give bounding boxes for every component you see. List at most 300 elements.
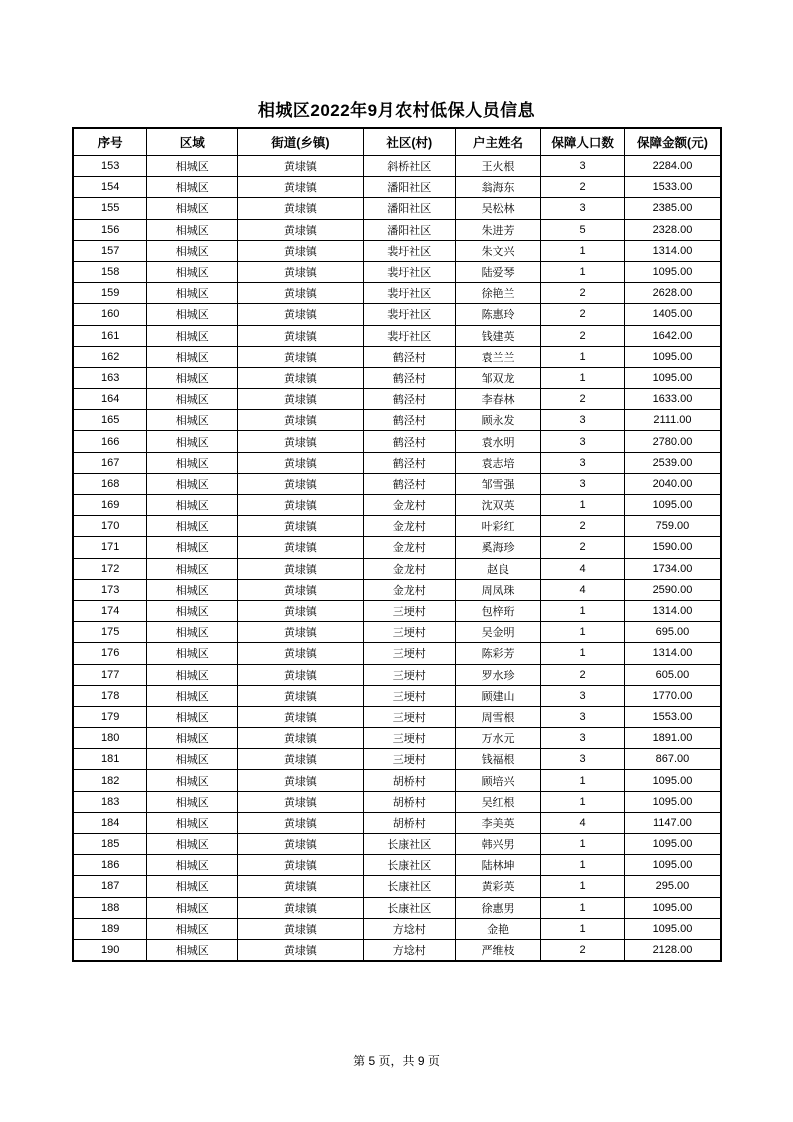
table-row (73, 834, 721, 855)
cell-community: 三埂村 (363, 643, 455, 664)
table-row (73, 939, 721, 961)
cell-amount: 1095.00 (624, 791, 721, 812)
cell-district: 相城区 (147, 261, 238, 282)
cell-community: 长康社区 (363, 855, 455, 876)
cell-district: 相城区 (147, 452, 238, 473)
cell-householder: 袁兰兰 (455, 346, 541, 367)
cell-population: 1 (541, 834, 625, 855)
cell-district: 相城区 (147, 410, 238, 431)
cell-amount: 695.00 (624, 622, 721, 643)
cell-amount: 1095.00 (624, 367, 721, 388)
cell-index: 164 (73, 389, 147, 410)
cell-amount: 1147.00 (624, 812, 721, 833)
cell-householder: 韩兴男 (455, 834, 541, 855)
cell-index: 165 (73, 410, 147, 431)
cell-community: 胡桥村 (363, 812, 455, 833)
cell-community: 鹤泾村 (363, 473, 455, 494)
table-row (73, 685, 721, 706)
cell-index: 175 (73, 622, 147, 643)
table-row (73, 219, 721, 240)
table-row (73, 261, 721, 282)
cell-amount: 1095.00 (624, 918, 721, 939)
cell-township: 黄埭镇 (238, 791, 364, 812)
cell-community: 裴圩社区 (363, 261, 455, 282)
cell-population: 4 (541, 558, 625, 579)
cell-population: 2 (541, 939, 625, 961)
cell-amount: 2284.00 (624, 156, 721, 177)
table-row (73, 812, 721, 833)
cell-population: 3 (541, 473, 625, 494)
cell-index: 179 (73, 706, 147, 727)
cell-index: 157 (73, 240, 147, 261)
table-row (73, 304, 721, 325)
table-row (73, 600, 721, 621)
cell-amount: 1770.00 (624, 685, 721, 706)
cell-community: 鹤泾村 (363, 410, 455, 431)
cell-community: 三埂村 (363, 622, 455, 643)
cell-index: 172 (73, 558, 147, 579)
cell-population: 2 (541, 537, 625, 558)
cell-householder: 严维枝 (455, 939, 541, 961)
cell-amount: 1095.00 (624, 261, 721, 282)
cell-population: 1 (541, 600, 625, 621)
table-row (73, 537, 721, 558)
cell-householder: 沈双英 (455, 495, 541, 516)
table-row (73, 579, 721, 600)
cell-amount: 2128.00 (624, 939, 721, 961)
header-cell-township: 街道(乡镇) (238, 128, 364, 156)
cell-township: 黄埭镇 (238, 198, 364, 219)
cell-township: 黄埭镇 (238, 579, 364, 600)
cell-township: 黄埭镇 (238, 410, 364, 431)
cell-householder: 陆爱琴 (455, 261, 541, 282)
cell-district: 相城区 (147, 855, 238, 876)
table-body (73, 156, 721, 962)
cell-amount: 1095.00 (624, 495, 721, 516)
cell-householder: 顾永发 (455, 410, 541, 431)
header-cell-district: 区域 (147, 128, 238, 156)
cell-township: 黄埭镇 (238, 939, 364, 961)
cell-index: 167 (73, 452, 147, 473)
cell-index: 171 (73, 537, 147, 558)
cell-township: 黄埭镇 (238, 622, 364, 643)
table-row (73, 516, 721, 537)
cell-index: 173 (73, 579, 147, 600)
cell-index: 183 (73, 791, 147, 812)
table-row (73, 664, 721, 685)
cell-district: 相城区 (147, 198, 238, 219)
cell-index: 181 (73, 749, 147, 770)
cell-district: 相城区 (147, 812, 238, 833)
cell-householder: 王火根 (455, 156, 541, 177)
cell-township: 黄埭镇 (238, 240, 364, 261)
cell-index: 186 (73, 855, 147, 876)
cell-householder: 赵良 (455, 558, 541, 579)
cell-community: 三埂村 (363, 706, 455, 727)
cell-township: 黄埭镇 (238, 918, 364, 939)
cell-township: 黄埭镇 (238, 537, 364, 558)
cell-index: 154 (73, 177, 147, 198)
cell-township: 黄埭镇 (238, 283, 364, 304)
cell-population: 3 (541, 749, 625, 770)
cell-amount: 2385.00 (624, 198, 721, 219)
table-row (73, 876, 721, 897)
cell-district: 相城区 (147, 495, 238, 516)
cell-population: 5 (541, 219, 625, 240)
header-cell-community: 社区(村) (363, 128, 455, 156)
cell-district: 相城区 (147, 728, 238, 749)
cell-index: 153 (73, 156, 147, 177)
cell-population: 1 (541, 855, 625, 876)
cell-householder: 万水元 (455, 728, 541, 749)
cell-amount: 2040.00 (624, 473, 721, 494)
cell-householder: 包梓珩 (455, 600, 541, 621)
cell-householder: 吴金明 (455, 622, 541, 643)
page-title: 相城区2022年9月农村低保人员信息 (257, 101, 536, 120)
cell-community: 裴圩社区 (363, 304, 455, 325)
cell-householder: 袁志培 (455, 452, 541, 473)
cell-community: 斜桥社区 (363, 156, 455, 177)
table-row (73, 706, 721, 727)
cell-township: 黄埭镇 (238, 495, 364, 516)
cell-index: 188 (73, 897, 147, 918)
cell-district: 相城区 (147, 346, 238, 367)
cell-township: 黄埭镇 (238, 452, 364, 473)
cell-householder: 袁水明 (455, 431, 541, 452)
cell-district: 相城区 (147, 939, 238, 961)
cell-township: 黄埭镇 (238, 834, 364, 855)
cell-population: 2 (541, 664, 625, 685)
cell-township: 黄埭镇 (238, 367, 364, 388)
cell-amount: 1095.00 (624, 346, 721, 367)
cell-district: 相城区 (147, 389, 238, 410)
table-row (73, 728, 721, 749)
cell-district: 相城区 (147, 897, 238, 918)
cell-population: 1 (541, 495, 625, 516)
cell-district: 相城区 (147, 834, 238, 855)
cell-township: 黄埭镇 (238, 389, 364, 410)
cell-householder: 李春林 (455, 389, 541, 410)
cell-householder: 吴红根 (455, 791, 541, 812)
table-row (73, 918, 721, 939)
cell-district: 相城区 (147, 791, 238, 812)
cell-community: 潘阳社区 (363, 177, 455, 198)
cell-population: 4 (541, 812, 625, 833)
cell-community: 方埝村 (363, 918, 455, 939)
cell-amount: 605.00 (624, 664, 721, 685)
cell-index: 178 (73, 685, 147, 706)
cell-population: 1 (541, 367, 625, 388)
cell-district: 相城区 (147, 685, 238, 706)
cell-amount: 1314.00 (624, 600, 721, 621)
table-row (73, 622, 721, 643)
cell-township: 黄埭镇 (238, 156, 364, 177)
cell-householder: 陆林坤 (455, 855, 541, 876)
cell-index: 176 (73, 643, 147, 664)
cell-householder: 罗水珍 (455, 664, 541, 685)
cell-township: 黄埭镇 (238, 261, 364, 282)
cell-township: 黄埭镇 (238, 855, 364, 876)
table-row (73, 558, 721, 579)
cell-community: 裴圩社区 (363, 283, 455, 304)
cell-householder: 钱福根 (455, 749, 541, 770)
cell-index: 169 (73, 495, 147, 516)
cell-township: 黄埭镇 (238, 516, 364, 537)
table-row (73, 473, 721, 494)
cell-population: 3 (541, 685, 625, 706)
cell-index: 190 (73, 939, 147, 961)
cell-district: 相城区 (147, 706, 238, 727)
table-row (73, 367, 721, 388)
low-income-table (72, 127, 722, 962)
cell-community: 胡桥村 (363, 770, 455, 791)
cell-householder: 邹双龙 (455, 367, 541, 388)
table-row (73, 346, 721, 367)
cell-householder: 翁海东 (455, 177, 541, 198)
cell-community: 裴圩社区 (363, 325, 455, 346)
cell-householder: 周雪根 (455, 706, 541, 727)
cell-population: 3 (541, 728, 625, 749)
cell-index: 155 (73, 198, 147, 219)
cell-index: 162 (73, 346, 147, 367)
cell-community: 金龙村 (363, 537, 455, 558)
cell-amount: 1633.00 (624, 389, 721, 410)
cell-district: 相城区 (147, 558, 238, 579)
cell-index: 156 (73, 219, 147, 240)
cell-amount: 2539.00 (624, 452, 721, 473)
cell-township: 黄埭镇 (238, 558, 364, 579)
header-cell-householder: 户主姓名 (455, 128, 541, 156)
cell-township: 黄埭镇 (238, 770, 364, 791)
cell-community: 金龙村 (363, 516, 455, 537)
cell-householder: 陈惠玲 (455, 304, 541, 325)
table-row (73, 177, 721, 198)
cell-householder: 朱文兴 (455, 240, 541, 261)
cell-amount: 2328.00 (624, 219, 721, 240)
cell-township: 黄埭镇 (238, 706, 364, 727)
header-cell-index: 序号 (73, 128, 147, 156)
cell-district: 相城区 (147, 473, 238, 494)
cell-township: 黄埭镇 (238, 177, 364, 198)
cell-population: 1 (541, 770, 625, 791)
cell-population: 1 (541, 261, 625, 282)
cell-population: 4 (541, 579, 625, 600)
cell-index: 187 (73, 876, 147, 897)
cell-district: 相城区 (147, 600, 238, 621)
cell-community: 金龙村 (363, 558, 455, 579)
cell-index: 185 (73, 834, 147, 855)
cell-amount: 2111.00 (624, 410, 721, 431)
cell-population: 1 (541, 918, 625, 939)
cell-amount: 2590.00 (624, 579, 721, 600)
cell-householder: 徐艳兰 (455, 283, 541, 304)
cell-community: 鹤泾村 (363, 452, 455, 473)
cell-township: 黄埭镇 (238, 897, 364, 918)
cell-amount: 1590.00 (624, 537, 721, 558)
cell-township: 黄埭镇 (238, 304, 364, 325)
cell-community: 长康社区 (363, 876, 455, 897)
cell-population: 2 (541, 325, 625, 346)
cell-amount: 1734.00 (624, 558, 721, 579)
cell-population: 3 (541, 410, 625, 431)
cell-population: 3 (541, 706, 625, 727)
cell-householder: 叶彩红 (455, 516, 541, 537)
cell-householder: 徐惠男 (455, 897, 541, 918)
cell-amount: 1533.00 (624, 177, 721, 198)
header-cell-amount: 保障金额(元) (624, 128, 721, 156)
cell-township: 黄埭镇 (238, 749, 364, 770)
cell-population: 3 (541, 198, 625, 219)
cell-community: 长康社区 (363, 897, 455, 918)
cell-population: 3 (541, 431, 625, 452)
table-row (73, 791, 721, 812)
cell-community: 鹤泾村 (363, 367, 455, 388)
cell-district: 相城区 (147, 537, 238, 558)
cell-index: 189 (73, 918, 147, 939)
cell-population: 1 (541, 876, 625, 897)
cell-householder: 顾培兴 (455, 770, 541, 791)
cell-householder: 李美英 (455, 812, 541, 833)
cell-index: 184 (73, 812, 147, 833)
cell-index: 170 (73, 516, 147, 537)
cell-householder: 朱进芳 (455, 219, 541, 240)
cell-population: 1 (541, 897, 625, 918)
cell-district: 相城区 (147, 219, 238, 240)
cell-district: 相城区 (147, 283, 238, 304)
cell-index: 177 (73, 664, 147, 685)
cell-population: 2 (541, 516, 625, 537)
data-table-container (72, 127, 722, 962)
cell-population: 3 (541, 452, 625, 473)
cell-amount: 1095.00 (624, 834, 721, 855)
cell-index: 174 (73, 600, 147, 621)
cell-township: 黄埭镇 (238, 600, 364, 621)
table-row (73, 156, 721, 177)
table-row (73, 283, 721, 304)
cell-township: 黄埭镇 (238, 473, 364, 494)
cell-amount: 1314.00 (624, 240, 721, 261)
cell-district: 相城区 (147, 876, 238, 897)
cell-population: 1 (541, 643, 625, 664)
cell-community: 鹤泾村 (363, 389, 455, 410)
cell-amount: 1553.00 (624, 706, 721, 727)
table-row (73, 770, 721, 791)
cell-community: 三埂村 (363, 728, 455, 749)
cell-community: 长康社区 (363, 834, 455, 855)
cell-community: 鹤泾村 (363, 346, 455, 367)
cell-district: 相城区 (147, 367, 238, 388)
table-row (73, 643, 721, 664)
cell-township: 黄埭镇 (238, 664, 364, 685)
cell-householder: 陈彩芳 (455, 643, 541, 664)
cell-township: 黄埭镇 (238, 812, 364, 833)
cell-district: 相城区 (147, 664, 238, 685)
cell-district: 相城区 (147, 516, 238, 537)
cell-community: 金龙村 (363, 495, 455, 516)
table-row (73, 198, 721, 219)
table-row (73, 325, 721, 346)
table-row (73, 389, 721, 410)
cell-district: 相城区 (147, 177, 238, 198)
table-row (73, 855, 721, 876)
cell-index: 180 (73, 728, 147, 749)
cell-district: 相城区 (147, 304, 238, 325)
cell-population: 1 (541, 240, 625, 261)
cell-population: 1 (541, 622, 625, 643)
cell-amount: 1095.00 (624, 770, 721, 791)
cell-householder: 奚海珍 (455, 537, 541, 558)
cell-index: 160 (73, 304, 147, 325)
cell-householder: 邹雪强 (455, 473, 541, 494)
table-row (73, 240, 721, 261)
cell-township: 黄埭镇 (238, 346, 364, 367)
cell-community: 胡桥村 (363, 791, 455, 812)
cell-amount: 1095.00 (624, 855, 721, 876)
cell-amount: 2628.00 (624, 283, 721, 304)
cell-township: 黄埭镇 (238, 685, 364, 706)
cell-township: 黄埭镇 (238, 325, 364, 346)
cell-amount: 1891.00 (624, 728, 721, 749)
cell-population: 2 (541, 177, 625, 198)
cell-district: 相城区 (147, 240, 238, 261)
cell-index: 161 (73, 325, 147, 346)
cell-householder: 金艳 (455, 918, 541, 939)
cell-householder: 吴松林 (455, 198, 541, 219)
cell-amount: 1095.00 (624, 897, 721, 918)
cell-index: 159 (73, 283, 147, 304)
cell-amount: 2780.00 (624, 431, 721, 452)
cell-population: 1 (541, 346, 625, 367)
cell-district: 相城区 (147, 622, 238, 643)
table-row (73, 410, 721, 431)
cell-index: 163 (73, 367, 147, 388)
cell-population: 3 (541, 156, 625, 177)
cell-index: 158 (73, 261, 147, 282)
cell-district: 相城区 (147, 156, 238, 177)
cell-population: 2 (541, 283, 625, 304)
cell-community: 三埂村 (363, 749, 455, 770)
cell-amount: 1405.00 (624, 304, 721, 325)
cell-index: 168 (73, 473, 147, 494)
cell-householder: 顾建山 (455, 685, 541, 706)
cell-district: 相城区 (147, 770, 238, 791)
cell-householder: 钱建英 (455, 325, 541, 346)
cell-district: 相城区 (147, 643, 238, 664)
cell-township: 黄埭镇 (238, 431, 364, 452)
cell-householder: 周凤珠 (455, 579, 541, 600)
cell-district: 相城区 (147, 431, 238, 452)
cell-township: 黄埭镇 (238, 219, 364, 240)
cell-population: 1 (541, 791, 625, 812)
cell-amount: 759.00 (624, 516, 721, 537)
cell-householder: 黄彩英 (455, 876, 541, 897)
page-footer: 第 5 页，共 9 页 (353, 1054, 440, 1068)
table-row (73, 897, 721, 918)
cell-district: 相城区 (147, 918, 238, 939)
cell-community: 裴圩社区 (363, 240, 455, 261)
cell-community: 鹤泾村 (363, 431, 455, 452)
cell-township: 黄埭镇 (238, 643, 364, 664)
cell-amount: 1642.00 (624, 325, 721, 346)
cell-population: 2 (541, 304, 625, 325)
cell-district: 相城区 (147, 325, 238, 346)
cell-population: 2 (541, 389, 625, 410)
header-cell-population: 保障人口数 (541, 128, 625, 156)
table-row (73, 749, 721, 770)
cell-community: 潘阳社区 (363, 198, 455, 219)
cell-community: 三埂村 (363, 600, 455, 621)
cell-district: 相城区 (147, 579, 238, 600)
